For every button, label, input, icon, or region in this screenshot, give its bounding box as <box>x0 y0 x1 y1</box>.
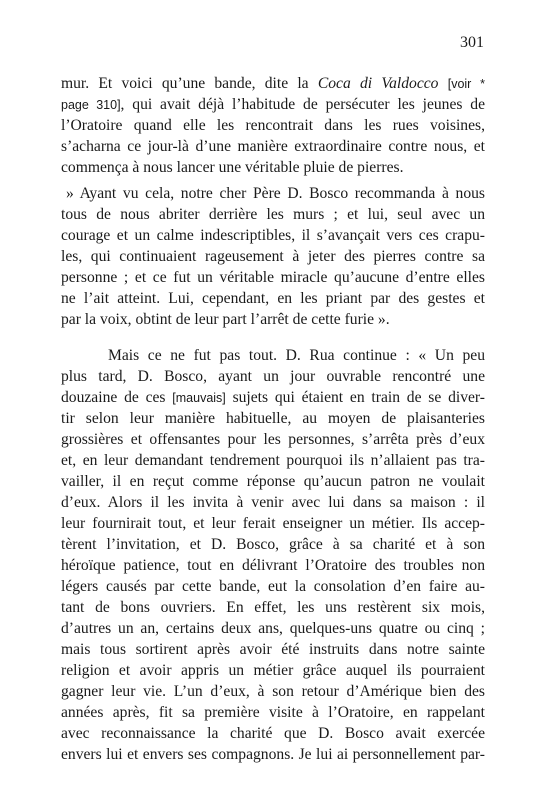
text-line <box>61 367 485 387</box>
text-run: les, qui continuaient rageusement à jeter des pierres contre sa <box>61 248 485 265</box>
text-run: douzaine de ces <box>61 389 173 406</box>
italic-text: Coca di Valdocco <box>317 75 439 92</box>
page-number: 301 <box>460 34 484 51</box>
text-line <box>61 556 485 576</box>
editorial-note: [voir * <box>447 77 485 91</box>
text-run: années après, fit sa première visite à l’Oratoire, en rappelant <box>61 704 485 721</box>
text-line <box>61 158 485 178</box>
text-run: tous de nous abriter derrière les murs ; et lui, seul avec un <box>61 206 485 223</box>
text-line <box>61 289 485 309</box>
text-run: tir selon leur manière habituelle, au moyen de plaisanteries <box>61 410 485 427</box>
text-line <box>61 205 485 225</box>
text-line <box>61 116 485 136</box>
text-run: et, en leur demandant tendrement pourquoi ils n’allaient pas tra- <box>61 452 485 469</box>
text-line <box>61 472 485 492</box>
text-line <box>61 661 485 681</box>
text-run: , qui avait déjà l’habitude de persécuter les jeunes de <box>120 96 485 113</box>
text-line <box>61 247 485 267</box>
text-line <box>61 535 485 555</box>
text-run: courage et un calme indescriptibles, il s’avançait vers ces crapu- <box>61 227 485 244</box>
text-line <box>61 451 485 471</box>
text-run: leur fournirait tout, et leur ferait enseigner un métier. Ils accep- <box>61 515 485 532</box>
text-run: sujets qui étaient en train de se diver- <box>225 389 485 406</box>
text-run: religion et avoir appris un métier grâce auquel ils pourraient <box>61 662 485 679</box>
text-line <box>61 682 485 702</box>
text-run: tèrent l’invitation, et D. Bosco, grâce à sa charité et à son <box>61 536 485 553</box>
text-line <box>61 619 485 639</box>
text-line <box>61 268 485 288</box>
text-run: plus tard, D. Bosco, ayant un jour ouvrable rencontré une <box>61 368 485 385</box>
text-run: vailler, il en reçut comme réponse qu’aucun patron ne voulait <box>61 473 485 490</box>
text-line <box>61 95 485 115</box>
text-run: légers causés par cette bande, eut la consolation d’en faire au- <box>61 578 485 595</box>
text-run: héroïque patience, tout en délivrant l’Oratoire des troubles non <box>61 557 485 574</box>
text-run: » Ayant vu cela, notre cher Père D. Bosco recommanda à nous <box>66 185 485 202</box>
text-run: mais tous sortirent après avoir été instruits dans notre sainte <box>61 641 485 658</box>
text-line <box>108 346 485 366</box>
text-line <box>61 703 485 723</box>
text-line <box>61 640 485 660</box>
text-line <box>61 430 485 450</box>
text-line <box>61 724 485 744</box>
text-line <box>66 184 485 204</box>
text-line <box>61 409 485 429</box>
text-run: par la voix, obtint de leur part l’arrêt de cette furie ». <box>61 311 390 328</box>
text-run: d’autres un an, certains deux ans, quelques-uns quatre ou cinq ; <box>61 620 485 637</box>
text-line <box>61 514 485 534</box>
text-run: ne l’ait atteint. Lui, cependant, en les priant par des gestes et <box>61 290 485 307</box>
text-run: Mais ce ne fut pas tout. D. Rua continue : « Un peu <box>108 347 485 364</box>
text-run: personne ; et ce fut un véritable miracle qu’aucune d’entre elles <box>61 269 485 286</box>
text-line <box>61 577 485 597</box>
text-run: gagner leur vie. L’un d’eux, à son retour d’Amérique bien des <box>61 683 485 700</box>
text-line <box>61 745 485 765</box>
text-run: envers lui et envers ses compagnons. Je lui ai personnellement par- <box>61 746 485 763</box>
text-run: s’acharna ce jour-là d’une manière extraordinaire contre nous, et <box>61 138 485 155</box>
text-run: l’Oratoire quand elle les rencontrait dans les rues voisines, <box>61 117 485 134</box>
text-run: avec reconnaissance la charité que D. Bosco avait exercée <box>61 725 485 742</box>
text-run: d’eux. Alors il les invita à venir avec lui dans sa maison : il <box>61 494 485 511</box>
editorial-note: [mauvais] <box>172 391 226 405</box>
text-run: tant de bons ouvriers. En effet, les uns restèrent six mois, <box>61 599 485 616</box>
text-line <box>61 310 485 330</box>
text-run: commença à nous lancer une véritable pluie de pierres. <box>61 159 404 176</box>
editorial-note: page 310] <box>61 98 121 112</box>
text-line <box>61 74 485 94</box>
text-run: mur. Et voici qu’une bande, dite la <box>61 75 318 92</box>
text-line <box>61 226 485 246</box>
text-run: grossières et offensantes pour les personnes, s’arrêta près d’eux <box>61 431 485 448</box>
text-line <box>61 388 485 408</box>
text-line <box>61 493 485 513</box>
text-run <box>438 75 447 92</box>
text-line <box>61 598 485 618</box>
text-line <box>61 137 485 157</box>
